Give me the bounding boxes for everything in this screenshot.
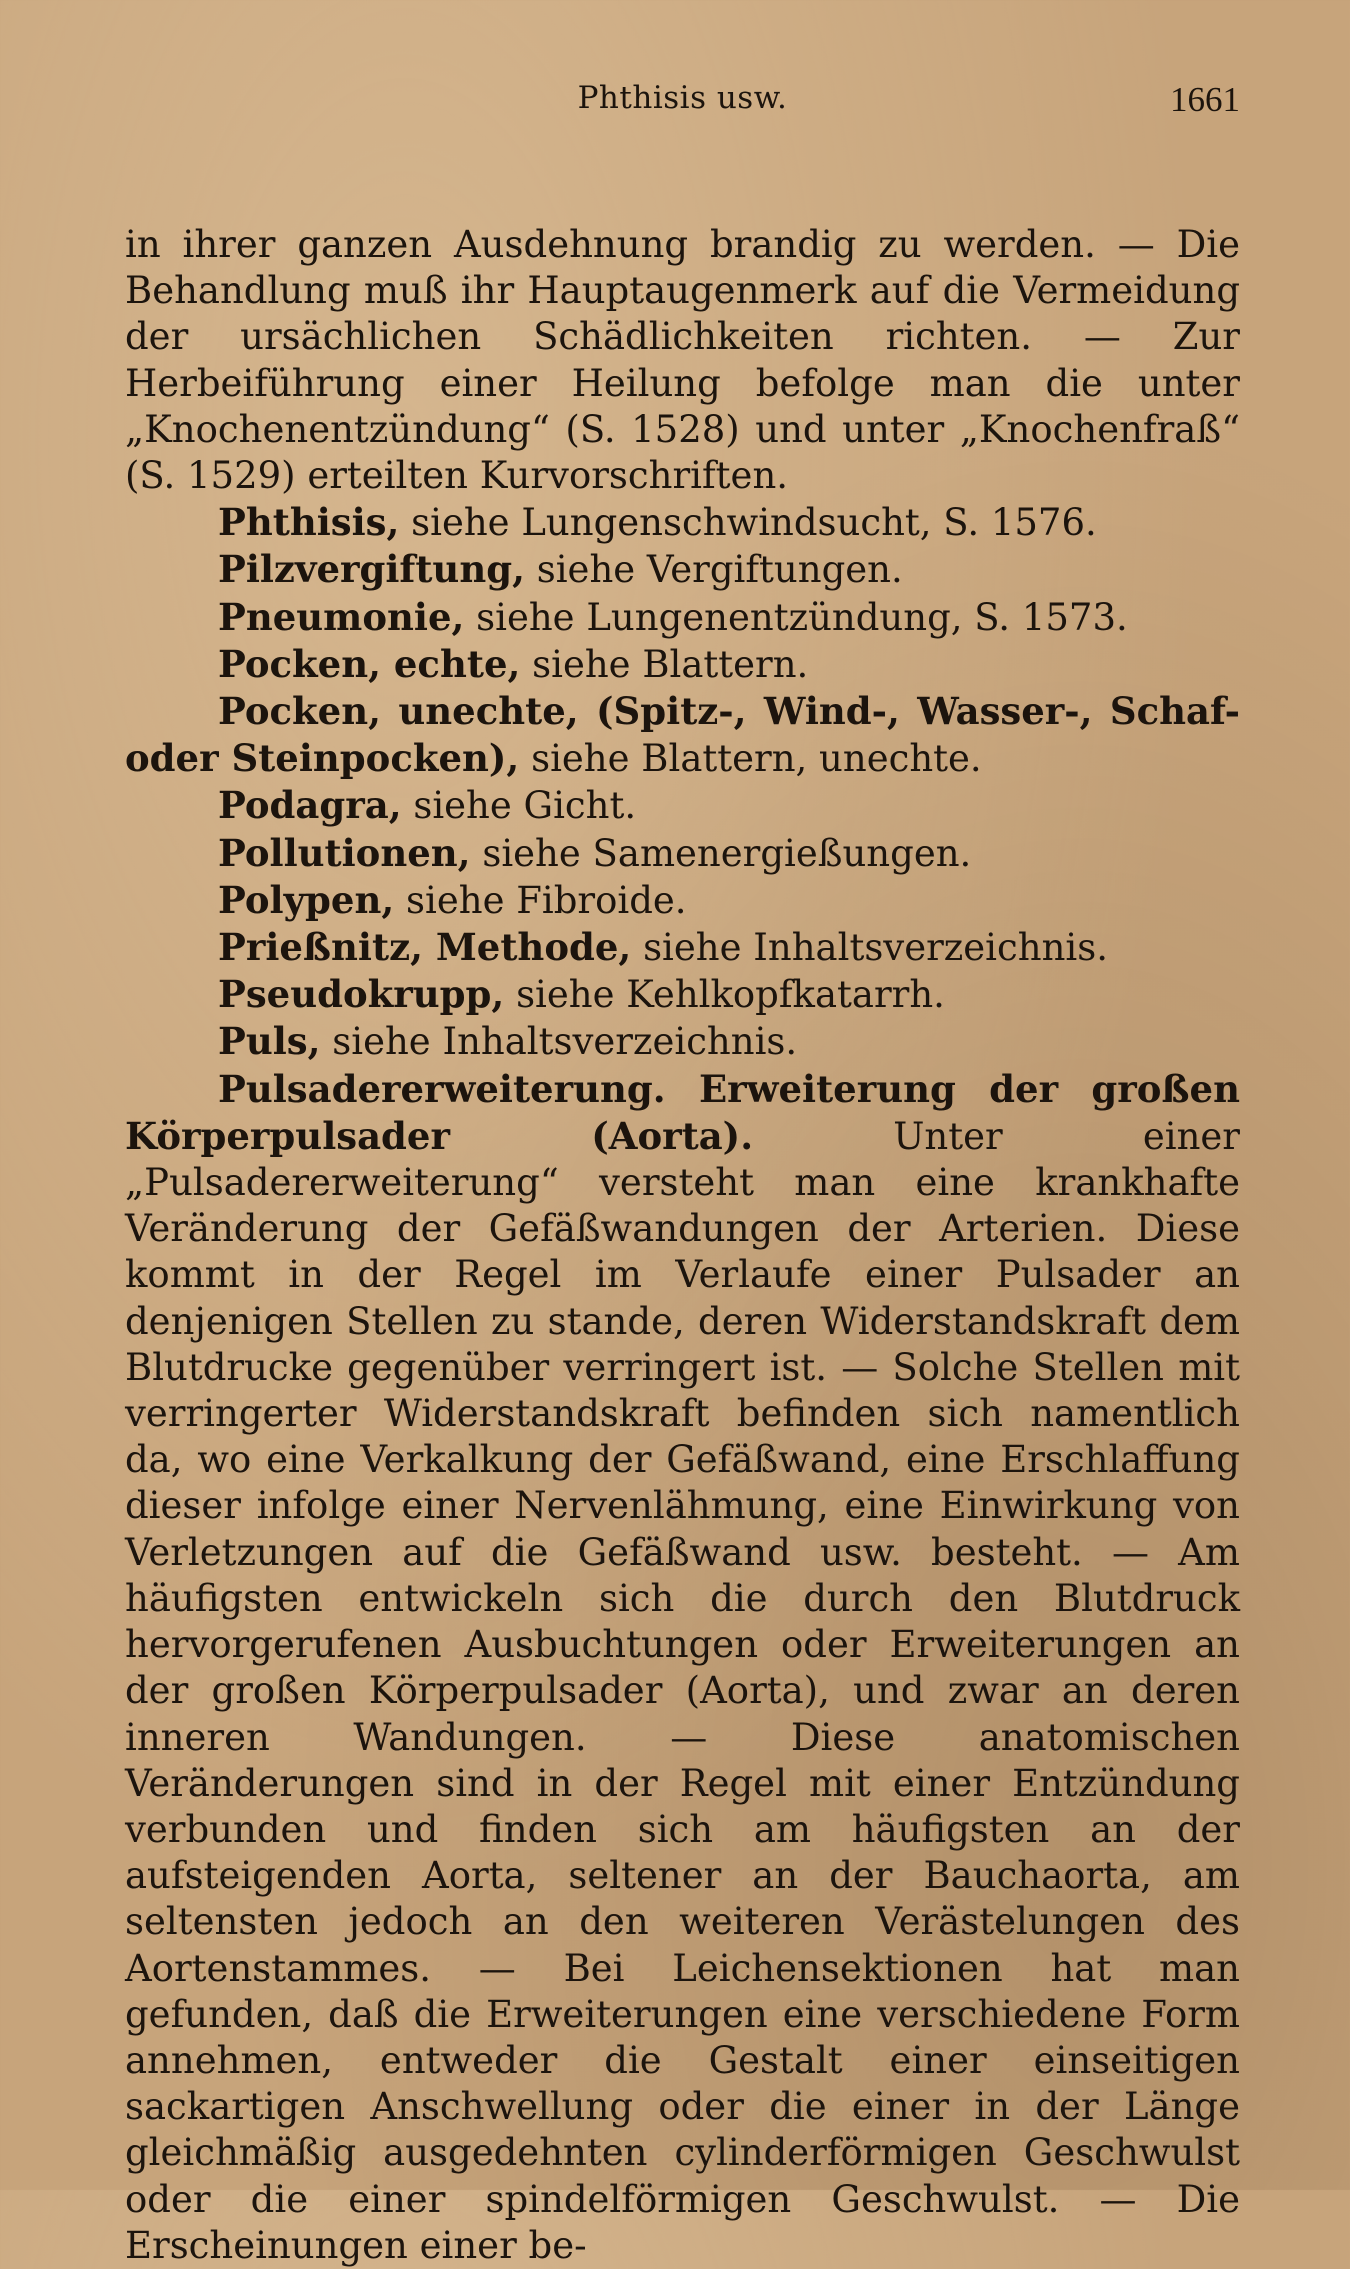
entry-reference: siehe Kehlkopfkatarrh. bbox=[504, 973, 945, 1017]
entry-pulsadererweiterung bbox=[125, 1066, 1240, 2269]
entry-headword: Puls, bbox=[218, 1019, 321, 1064]
entry-pollutionen bbox=[125, 830, 1240, 877]
entry-puls bbox=[125, 1018, 1240, 1065]
entry-phthisis bbox=[125, 499, 1240, 546]
entry-headword: Pneumonie, bbox=[218, 594, 465, 639]
entry-reference: siehe Lungenschwindsucht, S. 1576. bbox=[399, 501, 1097, 545]
entry-reference: siehe Inhaltsverzeichnis. bbox=[631, 926, 1108, 970]
body-text bbox=[125, 222, 1240, 2269]
entry-pneumonie bbox=[125, 594, 1240, 641]
entry-reference: siehe Gicht. bbox=[401, 784, 637, 828]
book-page bbox=[125, 70, 1240, 2269]
entry-reference: siehe Inhaltsverzeichnis. bbox=[320, 1020, 798, 1064]
entry-headword: Pulsadererweiterung. Erweiterung der großen Körperpulsader (Aorta). bbox=[125, 1066, 1240, 1158]
entry-body-text: Unter einer „Pulsadererweiterung“ versteht man eine krankhafte Veränderung der Gefäßwandungen der Arterien. Diese kommt in der Regel im Verlaufe einer Pulsader an denjenigen Stellen zu stande, deren Widerstandskraft dem Blutdrucke gegenüber verringert ist. — Solche Stellen mit verringerter Widerstandskraft befinden sich namentlich da, wo eine Verkalkung der Gefäßwand, eine Erschlaffung dieser infolge einer Nervenlähmung, eine Einwirkung von Verletzungen auf die Gefäßwand usw. besteht. — Am häufigsten entwickeln sich die durch den Blutdruck hervorgerufenen Ausbuchtungen oder Erweiterungen an der großen Körperpulsader (Aorta), und zwar an deren inneren Wandungen. — Diese anatomischen Veränderungen sind in der Regel mit einer Entzündung verbunden und finden sich am häufigsten an der aufsteigenden Aorta, seltener an der Bauchaorta, am seltensten jedoch an den weiteren Verästelungen des Aortenstammes. — Bei Leichensektionen hat man gefunden, daß die Erweiterungen eine verschiedene Form annehmen, entweder die Gestalt einer einseitigen sackartigen Anschwellung oder die einer in der Länge gleichmäßig ausgedehnten cylinderförmigen Geschwulst oder die einer spindelförmigen Geschwulst. — Die Erscheinungen einer be- bbox=[125, 1114, 1240, 2267]
entry-pilzvergiftung bbox=[125, 546, 1240, 593]
entry-headword: Pilzvergiftung, bbox=[218, 547, 525, 592]
entry-pocken-echte bbox=[125, 641, 1240, 688]
entry-podagra bbox=[125, 782, 1240, 829]
entry-reference: siehe Blattern. bbox=[520, 642, 809, 686]
opening-paragraph: in ihrer ganzen Ausdehnung brandig zu werden. — Die Behandlung muß ihr Hauptaugenmerk auf die Vermeidung der ursächlichen Schädlichkeiten richten. — Zur Herbeiführung einer Heilung befolge man die unter „Knochenentzündung“ (S. 1528) und unter „Knochenfraß“ (S. 1529) erteilten Kurvorschriften. bbox=[125, 223, 1240, 498]
entry-headword: Polypen, bbox=[218, 877, 395, 922]
entry-reference: siehe Fibroide. bbox=[394, 878, 687, 922]
entry-headword: Pollutionen, bbox=[218, 830, 471, 875]
entry-headword: Pocken, unechte, (Spitz-, Wind-, Wasser-, Schaf- oder Steinpocken), bbox=[125, 689, 1240, 781]
entry-headword: Pocken, echte, bbox=[218, 641, 521, 686]
entry-pocken-unechte bbox=[125, 688, 1240, 782]
entry-polypen bbox=[125, 877, 1240, 924]
entry-headword: Phthisis, bbox=[218, 500, 400, 545]
entry-headword: Podagra, bbox=[218, 783, 402, 828]
running-head bbox=[125, 70, 1240, 130]
entry-headword: Pseudokrupp, bbox=[218, 972, 505, 1017]
entry-reference: siehe Lungenentzündung, S. 1573. bbox=[464, 595, 1128, 639]
entry-priessnitz bbox=[125, 924, 1240, 971]
running-title: Phthisis usw. bbox=[577, 80, 788, 116]
page-number: 1661 bbox=[1170, 80, 1240, 119]
entry-reference: siehe Samenergießungen. bbox=[470, 831, 972, 875]
entry-headword: Prießnitz, Methode, bbox=[218, 925, 632, 970]
entry-reference: siehe Blattern, unechte. bbox=[519, 737, 982, 781]
entry-pseudokrupp bbox=[125, 971, 1240, 1018]
entry-reference: siehe Vergiftungen. bbox=[524, 548, 903, 592]
